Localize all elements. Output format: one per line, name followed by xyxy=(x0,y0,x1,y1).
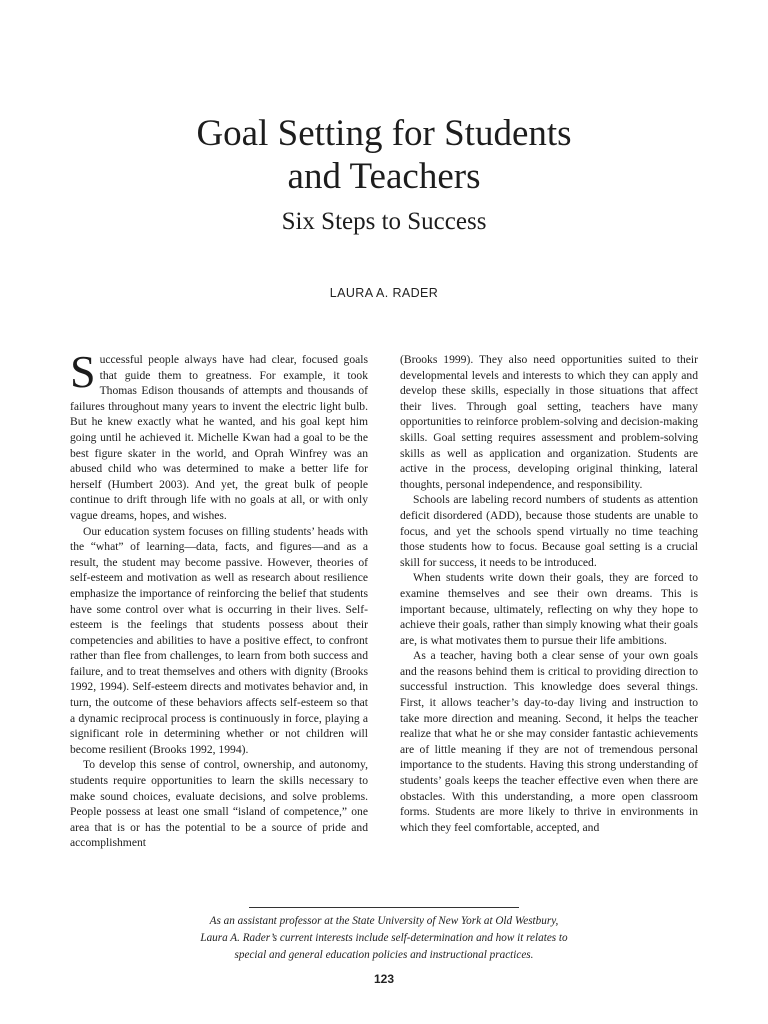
footnote-line: special and general education policies and instructional practices. xyxy=(234,949,534,961)
paragraph: Schools are labeling record numbers of students as attention deficit disordered (ADD), because those students are unable to focus, and yet the schools spend virtually no time teaching those students how to focus. Because goal setting is a crucial skill for success, it needs to be introduced. xyxy=(400,493,698,569)
article-subtitle: Six Steps to Success xyxy=(281,208,487,235)
footnote-line: As an assistant professor at the State University of New York at Old Westbury, xyxy=(209,915,559,927)
right-column xyxy=(400,352,698,835)
footnote-line: Laura A. Rader’s current interests include self-determination and how it relates to xyxy=(200,932,568,944)
paragraph: (Brooks 1999). They also need opportunities suited to their developmental levels and interests to which they can apply and develop these skills, especially in those situations that affect their lives. Through goal setting, teachers have many opportunities to reinforce problem-solving and decision-making skills. Goal setting requires assessment and problem-solving skills as well as application and organization. Students are active in the process, developing original thinking, lateral thoughts, personal independence, and responsibility. xyxy=(400,353,698,491)
paragraph: Our education system focuses on filling students’ heads with the “what” of learning—data, facts, and figures—and as a result, the student may become passive. However, theories of self-esteem and motivation as well as research about resilience emphasize the importance of reinforcing the belief that students have some control over what is occurring in their lives. Self-esteem is the feelings that students possess about their competencies and abilities to have a positive effect, to confront rather than flee from challenges, to learn from both success and failure, and to treat themselves and others with dignity (Brooks 1992, 1994). Self-esteem directs and motivates behavior and, in turn, the outcome of these behaviors affects self-esteem so that a dynamic reciprocal process is continuously in force, playing a significant role in determining whether or not children will become resilient (Brooks 1992, 1994). xyxy=(70,524,368,756)
left-column xyxy=(70,346,368,851)
title-line-1: Goal Setting for Students xyxy=(196,113,572,154)
paragraph: When students write down their goals, they are forced to examine themselves and see their own dreams. This is important because, ultimately, reflecting on why they hope to achieve their goals, rather than simply knowing what their goals are, is what motivates them to pursue their life ambitions. xyxy=(400,571,698,647)
author-name: LAURA A. RADER xyxy=(329,286,439,300)
paragraph: To develop this sense of control, ownership, and autonomy, students require opportunities to learn the skills necessary to make sound choices, evaluate decisions, and solve problems. People possess at least one small “island of competence,” one area that is or has the potential to be a source of pride and accomplishment xyxy=(70,758,368,850)
page-number: 123 xyxy=(373,972,395,986)
paragraph: As a teacher, having both a clear sense of your own goals and the reasons behind them is critical to providing direction to successful instruction. This knowledge does several things. First, it allows teacher’s day-to-day living and instruction to take more direction and meaning. Second, it helps the teacher realize that what he or she may consider fantastic achievements are of little meaning if they are not of tremendous personal importance to the students. Having this strong understanding of students’ goals keeps the teacher effective even when there are obstacles. With this understanding, a more open classroom forms. Students are more likely to thrive in environments in which they feel comfortable, accepted, and xyxy=(400,649,698,834)
article-title xyxy=(0,112,768,198)
paragraph-text: uccessful people always have had clear, focused goals that guide them to greatness. For example, it took Thomas Edison thousands of attempts and thousands of failures throughout many years to invent the electric light bulb. But he knew exactly what he wanted, and his goal kept him going until he achieved it. Michelle Kwan had a goal to be the best figure skater in the world, and Oprah Winfrey was an abused child who was determined to make a better life for herself (Humbert 2003). And yet, the great bulk of people continue to drift through life with no goals at all, or with only vague dreams, hopes, and wishes. xyxy=(70,353,368,522)
footnote-divider xyxy=(249,907,519,908)
drop-cap: S xyxy=(70,346,96,397)
paragraph xyxy=(70,346,368,524)
title-line-2: and Teachers xyxy=(287,156,481,197)
author-footnote xyxy=(0,913,768,964)
